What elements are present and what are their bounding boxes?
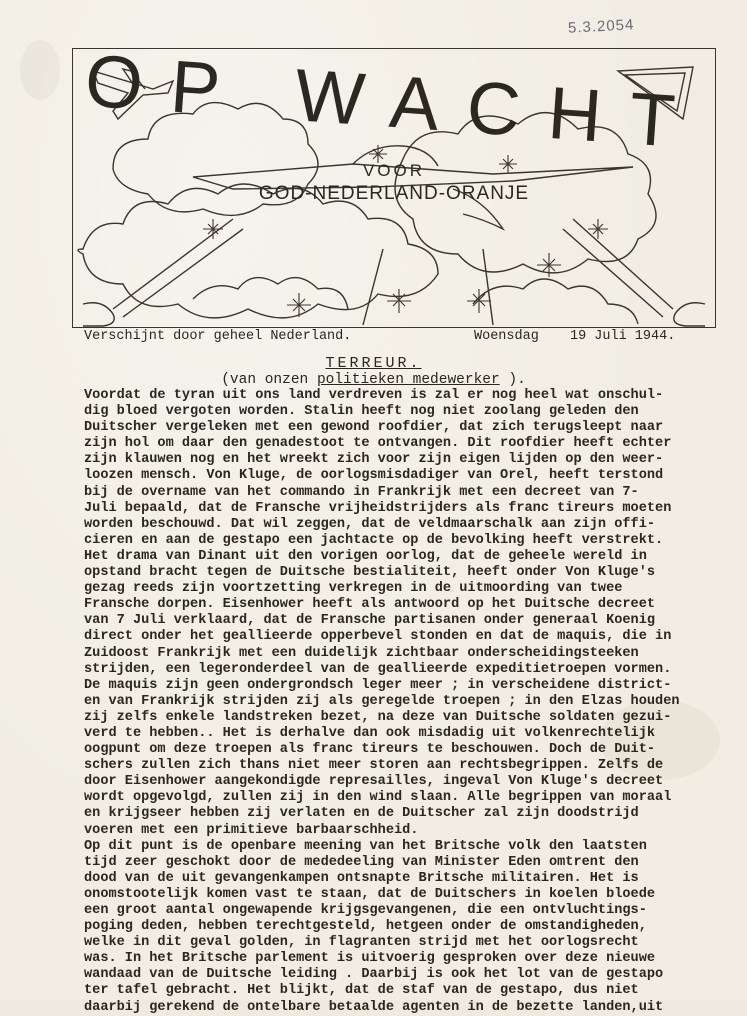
masthead-voor: VOOR <box>362 161 426 180</box>
article-line: welke in dit geval golden, in flagranten strijd met het oorlogsrecht <box>84 935 639 951</box>
article-line: poging deden, hebben terechtgesteld, hetgeen onder de omstandigheden, <box>84 919 647 935</box>
article-line: tijd zeer geschokt door de mededeeling van Minister Eden omtrent den <box>84 854 639 870</box>
article-line: zijn hol om daar den genadestoot te ontvangen. Dit roofdier heeft echter <box>84 436 672 452</box>
masthead <box>72 38 716 328</box>
article-line: worden beschouwd. Dat wil zeggen, dat de veldmaarschalk aan zijn offi- <box>84 516 656 532</box>
article-line: opstand bracht tegen de Duitsche bestialiteit, heeft onder Von Kluge's <box>84 565 656 581</box>
byline-close: ). <box>499 372 526 388</box>
article-line: was. In het Britsche parlement is uitvoerig gesproken over deze nieuwe <box>84 951 656 967</box>
article-line: door Eisenhower aangekondigde represailles, ingeval Von Kluge's decreet <box>84 774 664 790</box>
article-title: TERREUR. <box>325 355 422 372</box>
article-line: Op dit punt is de openbare meening van het Britsche volk den laatsten <box>84 838 647 854</box>
article-line: daarbij gerekend de ontelbare betaalde agenten in de bezette landen,uit <box>84 999 664 1015</box>
article-line: bij de overname van het commando in Frankrijk met een decreet van 7- <box>84 484 639 500</box>
article-line: cieren en aan de gestapo een jachtacte op de bevolking heeft verstrekt. <box>84 532 664 548</box>
article-line: Duitscher vergeleken met een gewond roofdier, dat zich terugsleept naar <box>84 420 664 436</box>
byline-author: politieken medewerker <box>316 372 500 388</box>
article-line: wordt opgevolgd, zullen zij in den wind slaan. Alle begrippen van moraal <box>84 790 672 806</box>
article-line: gezag reeds zijn voortzetting verkregen in de uitmoording van twee <box>84 581 623 597</box>
article-byline <box>0 372 747 388</box>
article-line: oogpunt om deze troepen als franc tireurs te beschouwen. Doch de Duit- <box>84 742 656 758</box>
dateline <box>84 329 706 347</box>
distribution-note: Verschijnt door geheel Nederland. <box>84 329 352 344</box>
article-line: voeren met een primitieve barbaarschheid. <box>84 822 419 838</box>
weekday: Woensdag <box>474 329 539 344</box>
article-line: en van Frankrijk strijden zij als geregelde troepen ; in den Elzas houden <box>84 693 680 709</box>
article-line: een groot aantal ongewapende krijgsgevangenen, die een ontvluchtings- <box>84 903 647 918</box>
article-line: en krijgseer hebben zij verlaten en de Duitscher zal zijn doodstrijd <box>84 806 639 822</box>
article-line: loozen mensch. Von Kluge, de oorlogsmisdadiger van Orel, heeft terstond <box>84 468 664 484</box>
article-body <box>84 388 724 1016</box>
article-line: De maquis zijn geen ondergrondsch leger meer ; in verscheidene district- <box>84 677 672 693</box>
byline-open: (van onzen <box>221 372 317 388</box>
article-line: Fransche dorpen. Eisenhower heeft als antwoord op het Duitsche decreet <box>84 597 656 613</box>
article-line: Het drama van Dinant uit den vorigen oorlog, dat de geheele wereld in <box>84 548 647 564</box>
masthead-subtitle: GOD-NEDERLAND-ORANJE <box>258 183 530 204</box>
article-line: zij zelfs enkele landstreken bezet, na deze van Duitsche soldaten gezui- <box>84 709 672 725</box>
article-line: onomstootelijk komen vast te staan, dat de Duitschers in koelen bloede <box>84 886 656 902</box>
article-line: verd te hebben.. Het is derhalve dan ook misdadig uit volkenrechtelijk <box>84 725 656 741</box>
article-line: dood van de uit gevangenkampen ontsnapte Britsche militairen. Het is <box>84 870 639 886</box>
article-line: van 7 Juli verklaard, dat de Fransche partisanen onder generaal Koenig <box>84 613 656 629</box>
article-line: direct onder het geallieerde opperbevel stonden en dat de maquis, die in <box>84 629 672 645</box>
article-line: Zuidoost Frankrijk met een duidelijk zichtbaar onderscheidingsteeken <box>84 645 639 661</box>
issue-date: 19 Juli 1944. <box>570 329 676 344</box>
archive-number: 5.3.2054 <box>567 16 635 37</box>
article-line: Juli bepaald, dat de Fransche vrijheidstrijders als franc tireurs moeten <box>84 500 672 516</box>
article-line: dig bloed vergoten worden. Stalin heeft nog niet zoolang geleden den <box>84 404 639 420</box>
article-line: Voordat de tyran uit ons land verdreven is zal er nog heel wat onschul- <box>84 388 664 403</box>
article-line: strijden, een legeronderdeel van de geallieerde expeditietroepen vormen. <box>84 661 672 677</box>
article-line: schers zullen zich thans niet meer storen aan rechtsbegrippen. Zelfs de <box>84 758 664 774</box>
masthead-title: OP WACHT <box>82 38 706 165</box>
article-line: ter tafel gebracht. Het blijkt, dat de staf van de gestapo, dus niet <box>84 983 639 999</box>
article-line: zijn klauwen nog en het wreekt zich voor zijn eigen lijden op den weer- <box>84 452 664 468</box>
article-line: wandaad van de Duitsche leiding . Daarbij is ook het lot van de gestapo <box>84 967 664 983</box>
